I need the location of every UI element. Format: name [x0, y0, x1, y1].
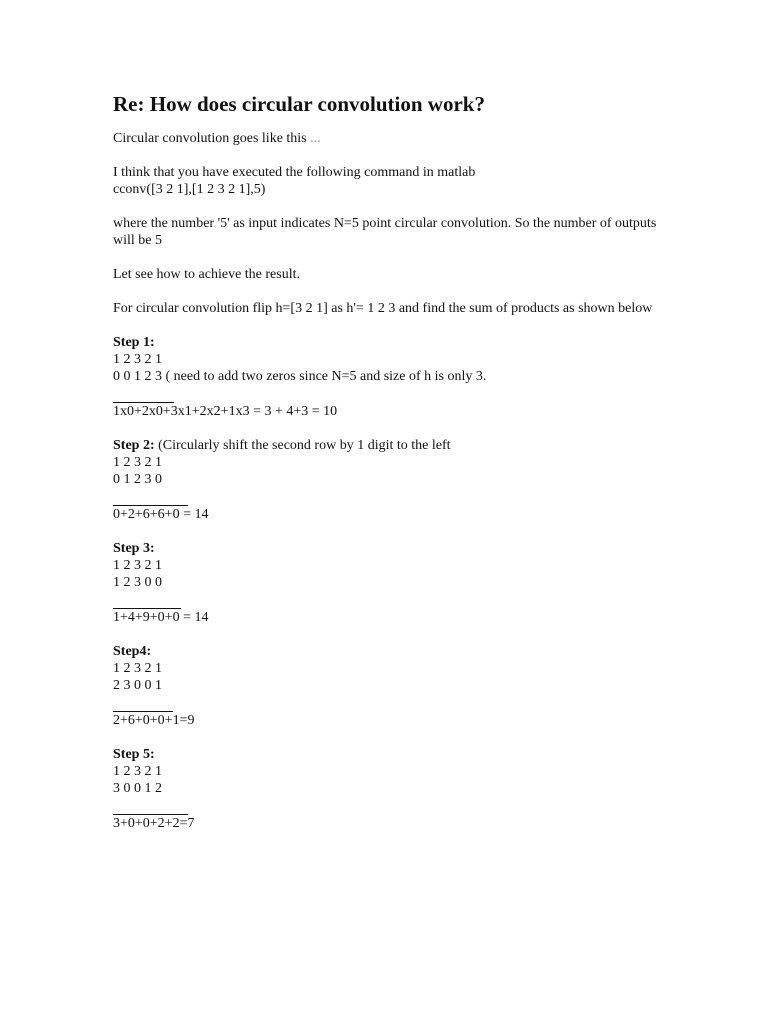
- step-row-1: 1 2 3 2 1: [113, 661, 162, 676]
- step-2: [113, 437, 673, 523]
- step-result: 1x0+2x0+3x1+2x2+1x3 = 3 + 4+3 = 10: [113, 404, 338, 419]
- flip-note-paragraph: For circular convolution flip h=[3 2 1] as h'= 1 2 3 and find the sum of products as shown below: [113, 301, 653, 316]
- sum-divider: [113, 591, 181, 609]
- explanation-paragraph: where the number '5' as input indicates N=5 point circular convolution. So the number of outputs will be 5: [113, 216, 657, 248]
- step-row-1: 1 2 3 2 1: [113, 455, 162, 470]
- step-label: Step 1:: [113, 335, 155, 350]
- step-result: 2+6+0+0+1=9: [113, 713, 195, 728]
- intro-ellipsis: ...: [306, 131, 321, 146]
- step-result: 3+0+0+2+2=7: [113, 816, 195, 831]
- intro-paragraph: [113, 130, 673, 147]
- step-heading: [113, 437, 673, 454]
- step-row-1: 1 2 3 2 1: [113, 352, 162, 367]
- step-row-1: 1 2 3 2 1: [113, 558, 162, 573]
- document: [113, 88, 673, 849]
- command-lead: I think that you have executed the following command in matlab: [113, 165, 476, 180]
- sum-divider: [113, 488, 188, 506]
- step-row-1: 1 2 3 2 1: [113, 764, 162, 779]
- lets-see-paragraph: Let see how to achieve the result.: [113, 267, 300, 282]
- step-row-2: 2 3 0 0 1: [113, 678, 162, 693]
- sum-divider: [113, 797, 188, 815]
- step-1: [113, 334, 673, 420]
- page-title: Re: How does circular convolution work?: [113, 92, 485, 116]
- step-row-2: 3 0 0 1 2: [113, 781, 162, 796]
- step-result: 0+2+6+6+0 = 14: [113, 507, 209, 522]
- step-label: Step 3:: [113, 541, 155, 556]
- step-heading: [113, 746, 673, 763]
- step-heading: [113, 643, 673, 660]
- step-4: [113, 643, 673, 729]
- step-row-2: 0 1 2 3 0: [113, 472, 162, 487]
- command-code: cconv([3 2 1],[1 2 3 2 1],5): [113, 182, 266, 197]
- command-paragraph: [113, 164, 673, 198]
- step-label: Step4:: [113, 644, 152, 659]
- sum-divider: [113, 385, 174, 403]
- step-5: [113, 746, 673, 832]
- step-label: Step 2:: [113, 438, 155, 453]
- step-heading: [113, 334, 673, 351]
- step-row-2: 0 0 1 2 3 ( need to add two zeros since N=5 and size of h is only 3.: [113, 369, 487, 384]
- step-row-2: 1 2 3 0 0: [113, 575, 162, 590]
- intro-text: Circular convolution goes like this: [113, 131, 307, 146]
- step-3: [113, 540, 673, 626]
- step-note: (Circularly shift the second row by 1 digit to the left: [154, 438, 451, 453]
- sum-divider: [113, 694, 173, 712]
- step-heading: [113, 540, 673, 557]
- step-result: 1+4+9+0+0 = 14: [113, 610, 209, 625]
- step-label: Step 5:: [113, 747, 155, 762]
